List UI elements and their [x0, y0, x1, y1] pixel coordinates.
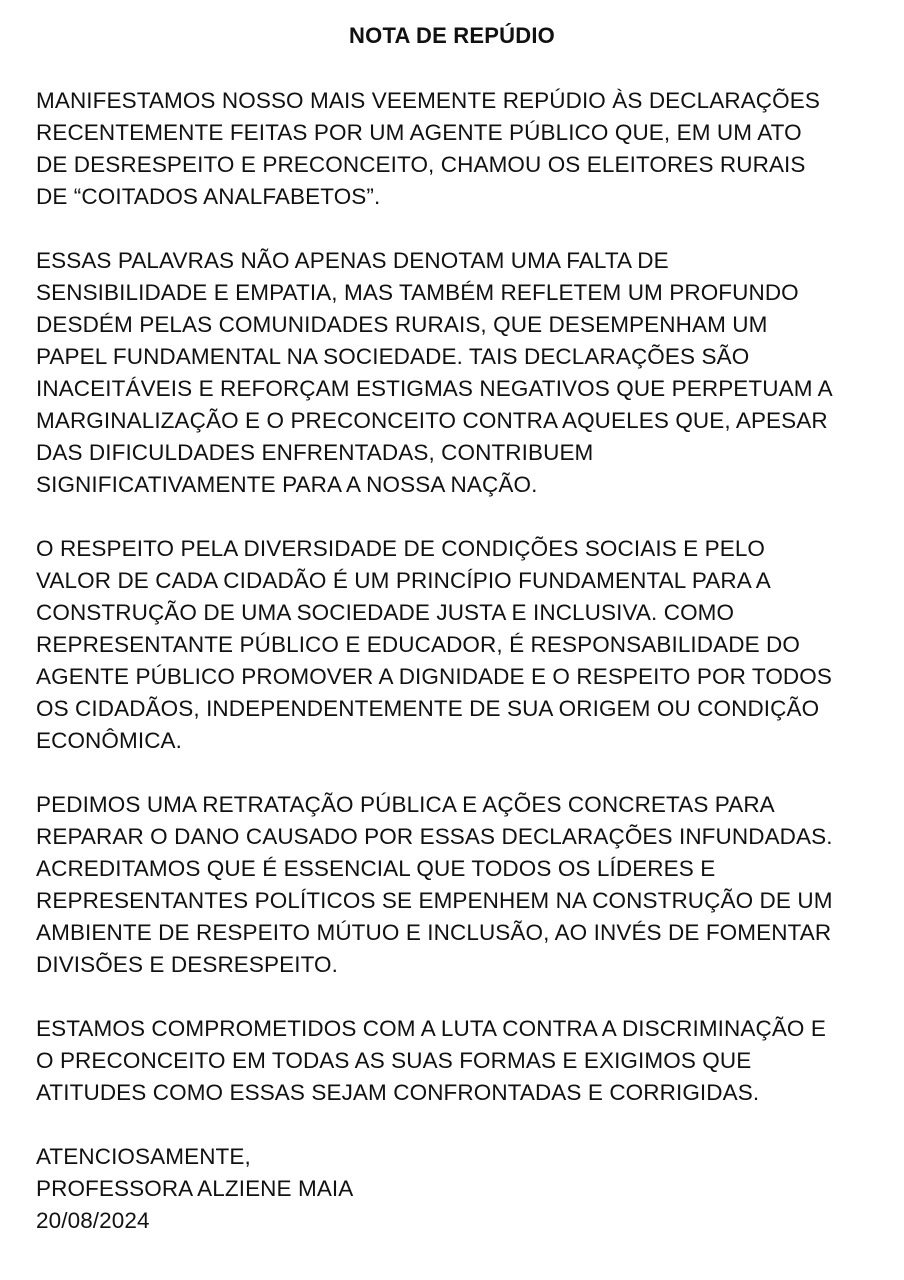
paragraph-line: O RESPEITO PELA DIVERSIDADE DE CONDIÇÕES SOCIAIS E PELO — [36, 536, 766, 561]
paragraph-4 — [36, 789, 886, 981]
paragraph-line: AGENTE PÚBLICO PROMOVER A DIGNIDADE E O RESPEITO POR TODOS — [36, 664, 832, 689]
paragraph-line: REPRESENTANTES POLÍTICOS SE EMPENHEM NA CONSTRUÇÃO DE UM — [36, 888, 833, 913]
paragraph-line: ATITUDES COMO ESSAS SEJAM CONFRONTADAS E CORRIGIDAS. — [36, 1080, 760, 1105]
paragraph-line: SENSIBILIDADE E EMPATIA, MAS TAMBÉM REFLETEM UM PROFUNDO — [36, 280, 799, 305]
paragraph-line: DE DESRESPEITO E PRECONCEITO, CHAMOU OS ELEITORES RURAIS — [36, 152, 806, 177]
paragraph-line: SIGNIFICATIVAMENTE PARA A NOSSA NAÇÃO. — [36, 472, 538, 497]
paragraph-1 — [36, 85, 886, 213]
paragraph-3 — [36, 533, 886, 757]
paragraph-line: DE “COITADOS ANALFABETOS”. — [36, 184, 381, 209]
paragraph-line: O PRECONCEITO EM TODAS AS SUAS FORMAS E EXIGIMOS QUE — [36, 1048, 752, 1073]
paragraph-line: RECENTEMENTE FEITAS POR UM AGENTE PÚBLICO QUE, EM UM ATO — [36, 120, 802, 145]
paragraph-line: ESTAMOS COMPROMETIDOS COM A LUTA CONTRA A DISCRIMINAÇÃO E — [36, 1016, 826, 1041]
paragraph-line: DESDÉM PELAS COMUNIDADES RURAIS, QUE DESEMPENHAM UM — [36, 312, 768, 337]
paragraph-line: ESSAS PALAVRAS NÃO APENAS DENOTAM UMA FALTA DE — [36, 248, 669, 273]
paragraph-5 — [36, 1013, 886, 1109]
signature-block — [36, 1141, 886, 1237]
paragraph-line: REPARAR O DANO CAUSADO POR ESSAS DECLARAÇÕES INFUNDADAS. — [36, 824, 833, 849]
paragraph-line: OS CIDADÃOS, INDEPENDENTEMENTE DE SUA ORIGEM OU CONDIÇÃO — [36, 696, 820, 721]
signature-closing: ATENCIOSAMENTE, — [36, 1144, 251, 1169]
paragraph-line: DIVISÕES E DESRESPEITO. — [36, 952, 338, 977]
paragraph-line: DAS DIFICULDADES ENFRENTADAS, CONTRIBUEM — [36, 440, 594, 465]
paragraph-line: ACREDITAMOS QUE É ESSENCIAL QUE TODOS OS LÍDERES E — [36, 856, 716, 881]
paragraph-line: INACEITÁVEIS E REFORÇAM ESTIGMAS NEGATIVOS QUE PERPETUAM A — [36, 376, 833, 401]
paragraph-line: AMBIENTE DE RESPEITO MÚTUO E INCLUSÃO, AO INVÉS DE FOMENTAR — [36, 920, 832, 945]
paragraph-line: PAPEL FUNDAMENTAL NA SOCIEDADE. TAIS DECLARAÇÕES SÃO — [36, 344, 750, 369]
document-title: NOTA DE REPÚDIO — [349, 23, 555, 48]
paragraph-line: VALOR DE CADA CIDADÃO É UM PRINCÍPIO FUNDAMENTAL PARA A — [36, 568, 771, 593]
paragraph-line: ECONÔMICA. — [36, 728, 183, 753]
signature-name: PROFESSORA ALZIENE MAIA — [36, 1176, 354, 1201]
paragraph-2 — [36, 245, 886, 501]
document-body — [36, 85, 886, 1269]
paragraph-line: PEDIMOS UMA RETRATAÇÃO PÚBLICA E AÇÕES CONCRETAS PARA — [36, 792, 775, 817]
paragraph-line: MANIFESTAMOS NOSSO MAIS VEEMENTE REPÚDIO ÀS DECLARAÇÕES — [36, 88, 820, 113]
signature-date: 20/08/2024 — [36, 1208, 150, 1233]
paragraph-line: CONSTRUÇÃO DE UMA SOCIEDADE JUSTA E INCLUSIVA. COMO — [36, 600, 735, 625]
paragraph-line: MARGINALIZAÇÃO E O PRECONCEITO CONTRA AQUELES QUE, APESAR — [36, 408, 828, 433]
paragraph-line: REPRESENTANTE PÚBLICO E EDUCADOR, É RESPONSABILIDADE DO — [36, 632, 800, 657]
